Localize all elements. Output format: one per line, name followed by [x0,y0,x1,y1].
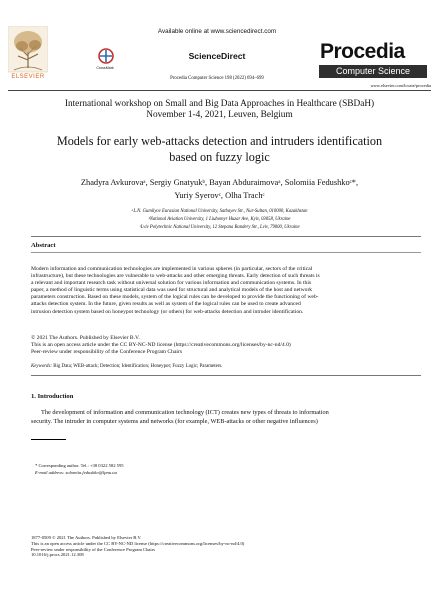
keywords-text: Big Data; WEB-attack; Detection; Identification; Honeypot; Fuzzy Logic; Parameters. [53,364,223,369]
license-text: This is an open access article under the CC BY-NC-ND license (https://creativecommons.org/licenses/by-nc-nd/4.0) [31,342,291,349]
issn-copyright: 1877-0509 © 2021 The Authors. Published by Elsevier B.V. [31,535,142,540]
conference-line-2: November 1-4, 2021, Leuven, Belgium [146,110,293,120]
header-rule [8,90,431,91]
procedia-logo: Procedia [320,40,405,63]
sciencedirect-wordmark: ScienceDirect [188,51,246,61]
keywords-row [31,364,421,369]
abstract-line: intrusion detection system based on honeypot technology (or others) for web-attacks detection and intruder identification. [31,308,304,315]
paper-title-line-1: Models for early web-attacks detection and intruders identification [56,134,383,148]
abstract-line: attacks detection system. In the future, given results as well as system of the logical rules can be used to create advanced [31,301,301,308]
paper-title-line-2: based on fuzzy logic [169,150,270,164]
conference-line-1: International workshop on Small and Big Data Approaches in Healthcare (SBDaH) [64,99,375,109]
page-footer [31,535,421,558]
abstract-body [31,266,421,316]
keywords-label: Keywords: [31,364,53,369]
introduction-body [31,409,421,426]
affiliation-c: ᶜLviv Polytechnic National University, 12 Stepana Bandery Str., Lviv, 79000, Ukraine [139,225,300,230]
abstract-heading-rule [31,252,421,253]
abstract-copyright-block [31,335,421,356]
affiliation-b: ᵇNational Aviation University, 1 Liubomyr Huzar Ave, Kyiv, 03058, Ukraine [148,217,291,222]
abstract-top-rule [31,236,421,237]
authors-line-2: Yuriy Syerovᶜ, Olha Trachᶜ [174,191,265,200]
doi: 10.1016/j.procs.2021.12.308 [31,552,84,558]
intro-line: The development of information and communication technology (ICT) creates new types of threats to information [41,409,329,416]
intro-line: security. The intruder in computer systems and networks (for example, WEB-attacks or other negative influences) [31,417,318,425]
abstract-line: infrastructure), but these technologies are vulnerable to web-attacks and other emerging threats. Early detection of such threats is [31,273,320,280]
abstract-line: paper, a method of linguistic terms using statistical data was used for structural and analytical models of the host and network [31,287,313,294]
abstract-line: parameters construction. Based on these models, system of the logical rules can be developed to provide the functioning of web- [31,294,319,301]
crossmark-label: CrossMark [96,66,114,70]
journal-url: www.elsevier.com/locate/procedia [370,83,431,88]
journal-reference: Procedia Computer Science 198 (2022) 694–699 [170,76,264,81]
copyright-text: © 2021 The Authors. Published by Elsevier B.V. [31,335,140,341]
elsevier-wordmark: ELSEVIER [11,74,45,80]
footer-license: This is an open access article under the CC BY-NC-ND license (https://creativecommons.org/licenses/by-nc-nd/4.0) [31,540,245,546]
peer-review-text: Peer-review under responsibility of the Conference Program Chairs [31,349,183,356]
abstract-line: Modern information and communication technologies are implemented in various spheres (in particular, sectors of the critical [31,266,313,272]
abstract-bottom-rule [31,375,421,376]
footnote [35,462,415,476]
procedia-subtitle: Computer Science [319,65,427,78]
author-email: E-mail address: solomiia.fedushko@lpnu.ua [35,470,117,475]
abstract-line: a relevant and important research task without universal solution for various information and communication systems. In this [31,280,312,287]
abstract-heading: Abstract [31,242,56,249]
footnote-rule [31,439,66,440]
footer-peer-review: Peer-review under responsibility of the Conference Program Chairs [31,546,156,552]
affiliation-a: ᵃL.N. Gumilyov Eurasian National University, Satbayev Str., Nur-Sultan, 010000, Kazakhstan [131,209,308,214]
introduction-heading: 1. Introduction [31,393,74,400]
available-online-text: Available online at www.sciencedirect.com [157,28,277,35]
authors-line-1: Zhadyra Avkurovaᵃ, Sergiy Gnatyukᵇ, Bayan Abduraimovaᵃ, Solomiia Fedushkoᶜ*, [80,178,359,187]
corresponding-author: * Corresponding author. Tel.: +38 0322 582 595 [35,463,124,468]
